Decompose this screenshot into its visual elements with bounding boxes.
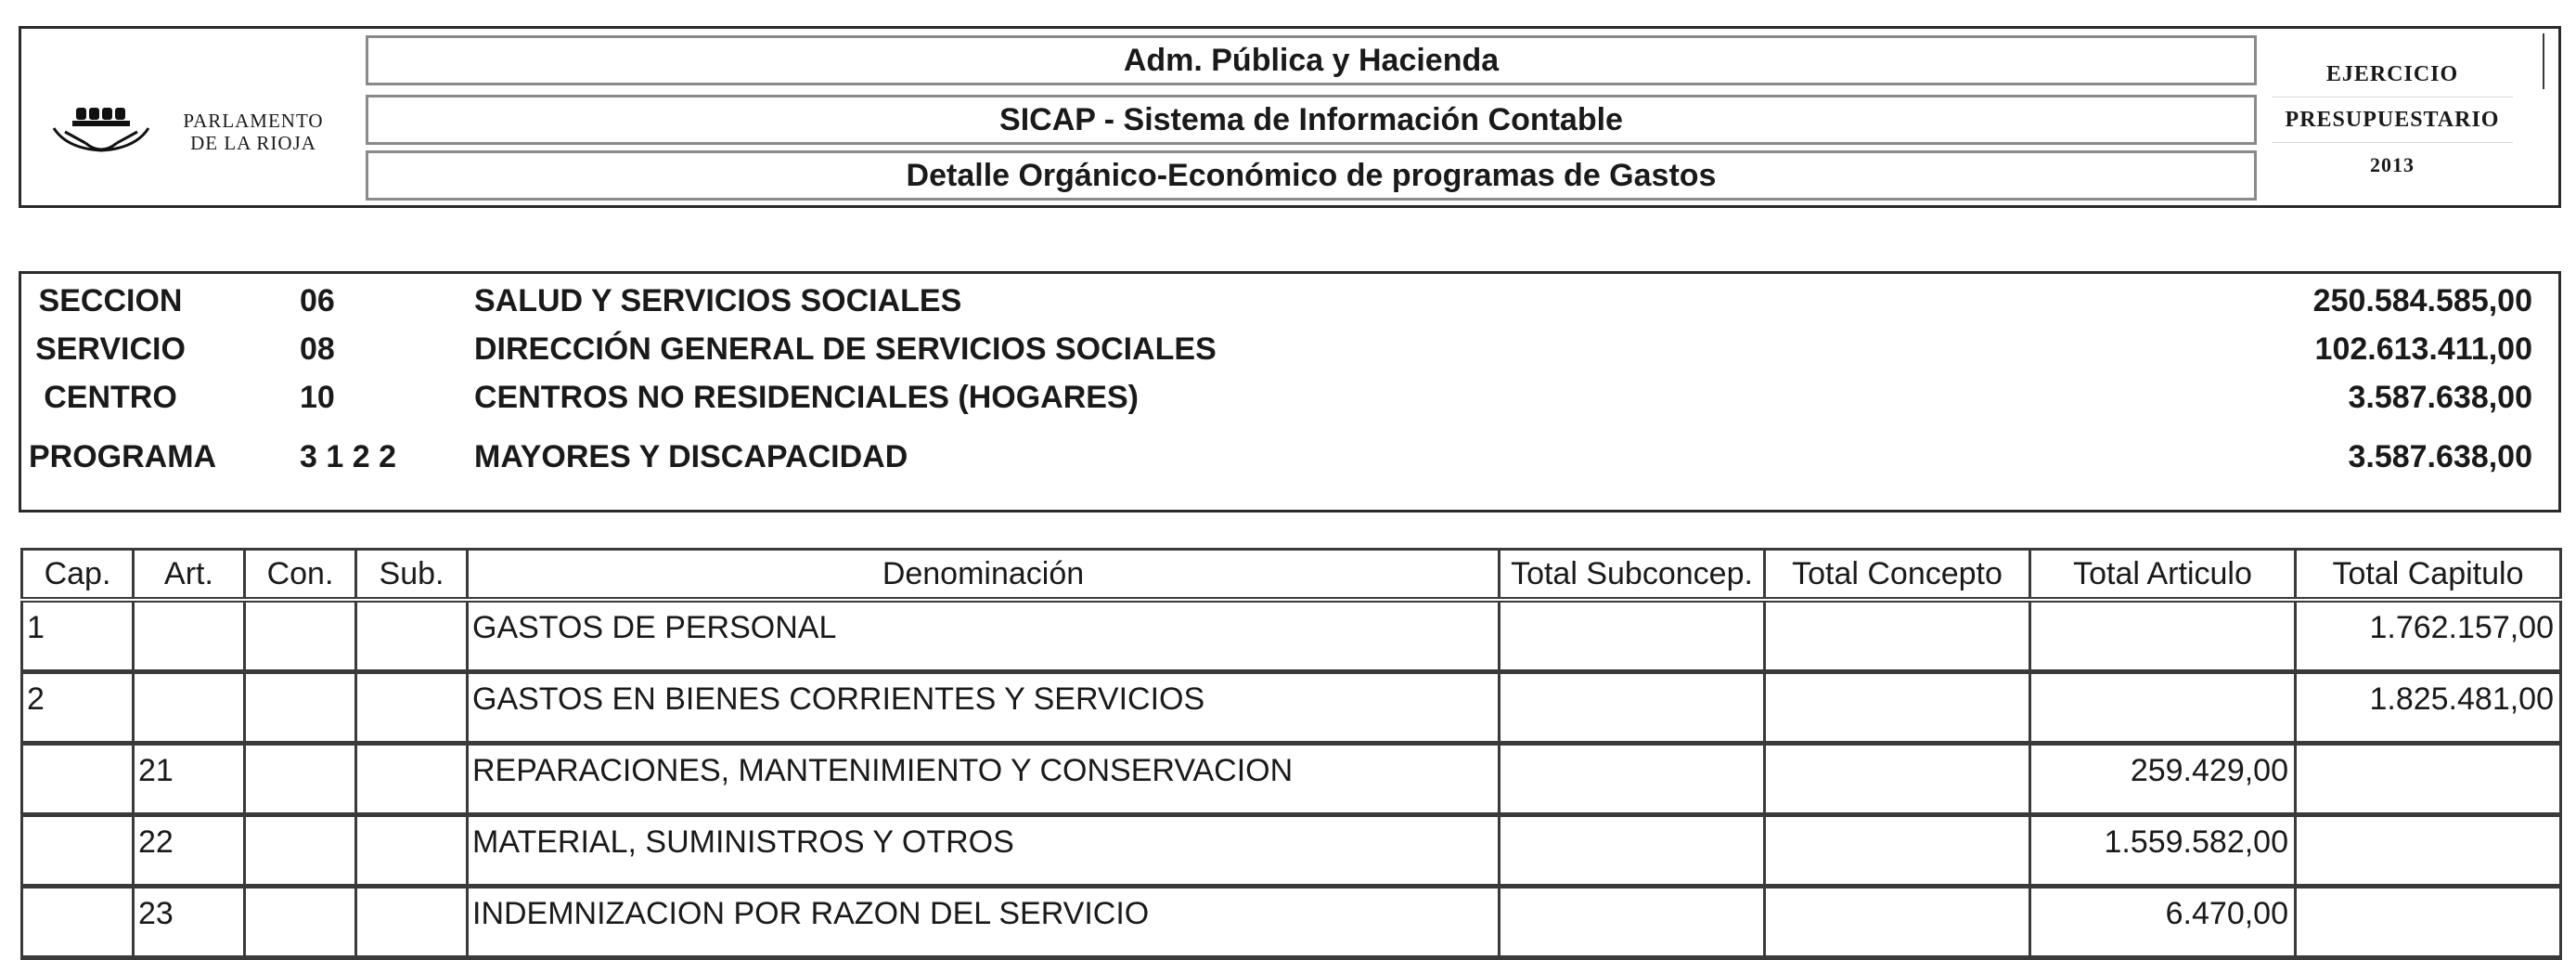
table-row bbox=[22, 672, 2561, 744]
table-row bbox=[22, 600, 2561, 672]
column-header-sub: Sub. bbox=[356, 550, 468, 601]
cell-total-subconcep bbox=[1500, 600, 1765, 672]
cell-con bbox=[245, 600, 356, 672]
cell-art bbox=[134, 600, 245, 672]
summary-name: DIRECCIÓN GENERAL DE SERVICIOS SOCIALES bbox=[474, 331, 1217, 367]
cell-total-subconcep bbox=[1500, 815, 1765, 887]
summary-row-seccion bbox=[21, 283, 2558, 331]
cell-art: 22 bbox=[134, 815, 245, 887]
system-title: SICAP - Sistema de Información Contable bbox=[366, 95, 2257, 145]
cell-total-capitulo bbox=[2296, 815, 2561, 887]
cell-denominacion: REPARACIONES, MANTENIMIENTO Y CONSERVACION bbox=[468, 744, 1500, 815]
parliament-name bbox=[165, 110, 341, 154]
summary-row-centro bbox=[21, 380, 2558, 428]
cell-total-concepto bbox=[1765, 672, 2030, 744]
summary-label: CENTRO bbox=[44, 380, 177, 415]
table-row bbox=[22, 815, 2561, 887]
cell-denominacion: GASTOS DE PERSONAL bbox=[468, 600, 1500, 672]
cell-total-subconcep bbox=[1500, 887, 1765, 958]
cell-art: 23 bbox=[134, 887, 245, 958]
cell-cap: 2 bbox=[22, 672, 134, 744]
cell-total-capitulo: 1.762.157,00 bbox=[2296, 600, 2561, 672]
summary-code: 10 bbox=[300, 380, 335, 415]
program-summary bbox=[19, 271, 2561, 512]
cell-sub bbox=[356, 672, 468, 744]
cell-total-articulo: 259.429,00 bbox=[2030, 744, 2296, 815]
summary-row-servicio bbox=[21, 331, 2558, 380]
cell-denominacion: MATERIAL, SUMINISTROS Y OTROS bbox=[468, 815, 1500, 887]
summary-amount: 3.587.638,00 bbox=[2348, 439, 2532, 474]
org-name-line2: DE LA RIOJA bbox=[190, 132, 316, 154]
cell-total-subconcep bbox=[1500, 672, 1765, 744]
cell-total-articulo bbox=[2030, 600, 2296, 672]
cell-total-articulo bbox=[2030, 672, 2296, 744]
cell-art: 21 bbox=[134, 744, 245, 815]
cell-sub bbox=[356, 600, 468, 672]
cell-total-capitulo bbox=[2296, 744, 2561, 815]
cell-total-articulo: 6.470,00 bbox=[2030, 887, 2296, 958]
summary-code: 3 1 2 2 bbox=[300, 439, 396, 474]
cell-sub bbox=[356, 744, 468, 815]
column-header-cap: Cap. bbox=[22, 550, 134, 601]
cell-con bbox=[245, 815, 356, 887]
cell-denominacion: GASTOS EN BIENES CORRIENTES Y SERVICIOS bbox=[468, 672, 1500, 744]
cell-cap bbox=[22, 744, 134, 815]
cell-cap bbox=[22, 815, 134, 887]
cell-con bbox=[245, 672, 356, 744]
summary-code: 08 bbox=[300, 331, 335, 367]
column-header-total-capitulo: Total Capitulo bbox=[2296, 550, 2561, 601]
summary-name: CENTROS NO RESIDENCIALES (HOGARES) bbox=[474, 380, 1139, 415]
cell-con bbox=[245, 887, 356, 958]
cell-total-capitulo bbox=[2296, 887, 2561, 958]
cell-denominacion: INDEMNIZACION POR RAZON DEL SERVICIO bbox=[468, 887, 1500, 958]
cell-sub bbox=[356, 887, 468, 958]
column-header-total-concepto: Total Concepto bbox=[1765, 550, 2030, 601]
column-header-total-articulo: Total Articulo bbox=[2030, 550, 2296, 601]
ejercicio-label: EJERCICIO bbox=[2272, 52, 2513, 97]
summary-amount: 3.587.638,00 bbox=[2348, 380, 2532, 415]
cell-total-concepto bbox=[1765, 815, 2030, 887]
cell-art bbox=[134, 672, 245, 744]
summary-name: SALUD Y SERVICIOS SOCIALES bbox=[474, 283, 962, 318]
cell-cap: 1 bbox=[22, 600, 134, 672]
summary-label: SECCION bbox=[38, 283, 183, 318]
cell-total-concepto bbox=[1765, 887, 2030, 958]
org-name-line1: PARLAMENTO bbox=[183, 110, 324, 132]
table-row bbox=[22, 887, 2561, 958]
parliament-logo-icon bbox=[48, 76, 169, 169]
presupuestario-label: PRESUPUESTARIO bbox=[2272, 97, 2513, 143]
budget-detail-table bbox=[20, 548, 2562, 960]
column-header-con: Con. bbox=[245, 550, 356, 601]
cell-con bbox=[245, 744, 356, 815]
table-header-row bbox=[22, 550, 2561, 601]
fiscal-year-block bbox=[2272, 52, 2513, 188]
cell-total-subconcep bbox=[1500, 744, 1765, 815]
summary-label: PROGRAMA bbox=[29, 439, 217, 474]
table-row bbox=[22, 744, 2561, 815]
cell-total-capitulo: 1.825.481,00 bbox=[2296, 672, 2561, 744]
summary-amount: 102.613.411,00 bbox=[2314, 331, 2532, 367]
summary-row-programa bbox=[21, 439, 2558, 487]
cell-cap bbox=[22, 887, 134, 958]
cell-total-concepto bbox=[1765, 744, 2030, 815]
cell-total-concepto bbox=[1765, 600, 2030, 672]
column-header-art: Art. bbox=[134, 550, 245, 601]
column-header-denominacion: Denominación bbox=[468, 550, 1500, 601]
summary-label: SERVICIO bbox=[35, 331, 186, 367]
report-title: Detalle Orgánico-Económico de programas de Gastos bbox=[366, 150, 2257, 201]
column-header-total-subconcep: Total Subconcep. bbox=[1500, 550, 1765, 601]
cell-total-articulo: 1.559.582,00 bbox=[2030, 815, 2296, 887]
summary-amount: 250.584.585,00 bbox=[2312, 283, 2532, 318]
cell-sub bbox=[356, 815, 468, 887]
header-divider bbox=[2543, 33, 2544, 89]
summary-code: 06 bbox=[300, 283, 335, 318]
department-title: Adm. Pública y Hacienda bbox=[366, 35, 2257, 85]
fiscal-year: 2013 bbox=[2370, 153, 2415, 176]
summary-name: MAYORES Y DISCAPACIDAD bbox=[474, 439, 908, 474]
